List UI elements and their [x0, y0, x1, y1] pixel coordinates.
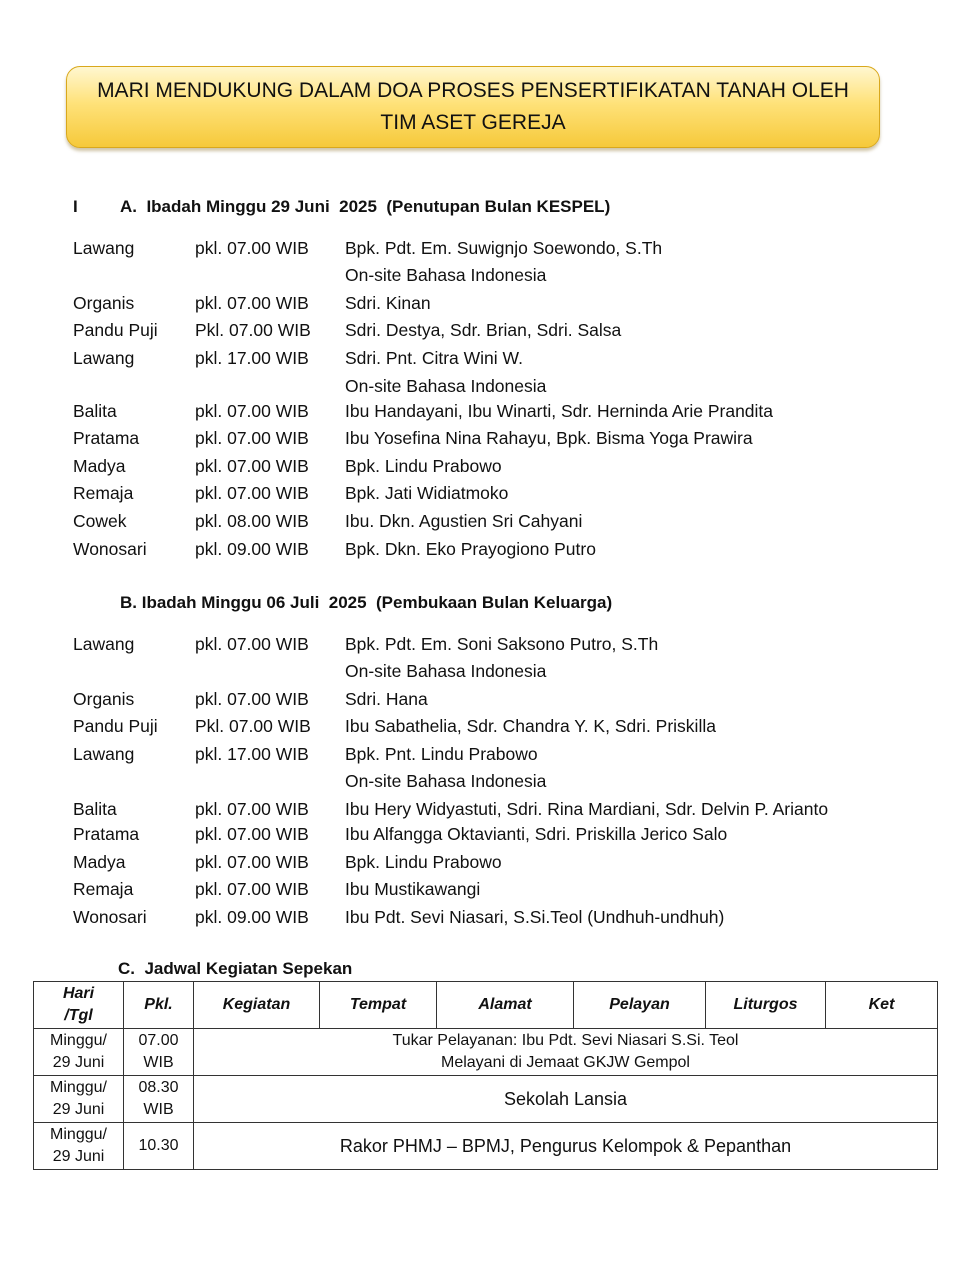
row-time: pkl. 07.00 WIB [195, 879, 309, 899]
row-place: Wonosari [73, 539, 147, 559]
row-person: Bpk. Jati Widiatmoko [345, 483, 509, 503]
banner-title-line-1: MARI MENDUKUNG DALAM DOA PROSES PENSERTIFIKATAN TANAH OLEH [97, 79, 849, 102]
row-person: On-site Bahasa Indonesia [345, 376, 547, 396]
row-place: Wonosari [73, 907, 147, 927]
row-place: Lawang [73, 348, 135, 368]
table-row [34, 1076, 938, 1123]
section-c-heading: C. Jadwal Kegiatan Sepekan [118, 959, 353, 978]
row-place: Remaja [73, 879, 134, 899]
banner-title-line-2: TIM ASET GEREJA [380, 111, 566, 134]
header-kegiatan: Kegiatan [194, 982, 320, 1029]
row-place: Balita [73, 401, 117, 421]
row-place: Madya [73, 456, 126, 476]
row-person: Ibu Yosefina Nina Rahayu, Bpk. Bisma Yoga Prawira [345, 428, 753, 448]
row-person: Bpk. Lindu Prabowo [345, 456, 502, 476]
weekly-schedule-table [33, 981, 938, 1170]
row-place: Pratama [73, 428, 140, 448]
header-ket: Ket [826, 982, 938, 1029]
row-place: Pandu Puji [73, 716, 158, 736]
header-liturgos: Liturgos [706, 982, 826, 1029]
header-alamat: Alamat [437, 982, 574, 1029]
cell-day: Minggu/ [50, 1126, 107, 1143]
row-time: pkl. 17.00 WIB [195, 744, 309, 764]
row-time: pkl. 09.00 WIB [195, 907, 309, 927]
row-time: pkl. 07.00 WIB [195, 852, 309, 872]
row-place: Cowek [73, 511, 127, 531]
cell-time-unit: WIB [143, 1101, 174, 1118]
cell-time: 10.30 [124, 1123, 194, 1170]
row-person: Sdri. Destya, Sdr. Brian, Sdri. Salsa [345, 320, 622, 340]
cell-activity-line-2: Melayani di Jemaat GKJW Gempol [441, 1054, 690, 1071]
row-person: Ibu Pdt. Sevi Niasari, S.Si.Teol (Undhuh-undhuh) [345, 907, 725, 927]
table-header-row [34, 982, 938, 1029]
row-place: Remaja [73, 483, 134, 503]
row-place: Madya [73, 852, 126, 872]
cell-activity-line-1: Tukar Pelayanan: Ibu Pdt. Sevi Niasari S.Si. Teol [392, 1032, 739, 1049]
row-time: pkl. 07.00 WIB [195, 483, 309, 503]
row-person: Ibu Hery Widyastuti, Sdri. Rina Mardiani, Sdr. Delvin P. Arianto [345, 799, 829, 819]
section-number: I [73, 197, 78, 216]
row-person: Ibu Alfangga Oktavianti, Sdri. Priskilla Jerico Salo [345, 824, 728, 844]
cell-day-date [34, 1029, 124, 1076]
row-person: Sdri. Pnt. Citra Wini W. [345, 348, 523, 368]
row-person: Ibu. Dkn. Agustien Sri Cahyani [345, 511, 583, 531]
cell-time-unit: WIB [143, 1054, 174, 1071]
row-person: Bpk. Pdt. Em. Suwignjo Soewondo, S.Th [345, 238, 663, 258]
header-pkl: Pkl. [124, 982, 194, 1029]
cell-day: Minggu/ [50, 1079, 107, 1096]
row-place: Lawang [73, 238, 135, 258]
row-person: Bpk. Lindu Prabowo [345, 852, 502, 872]
header-tgl: /Tgl [64, 1007, 93, 1024]
section-a-heading: A. Ibadah Minggu 29 Juni 2025 (Penutupan Bulan KESPEL) [120, 197, 611, 216]
row-person: On-site Bahasa Indonesia [345, 771, 547, 791]
row-time: pkl. 07.00 WIB [195, 293, 309, 313]
section-b-heading: B. Ibadah Minggu 06 Juli 2025 (Pembukaan Bulan Keluarga) [120, 593, 613, 612]
row-time: pkl. 07.00 WIB [195, 634, 309, 654]
row-person: Bpk. Dkn. Eko Prayogiono Putro [345, 539, 596, 559]
row-time: pkl. 07.00 WIB [195, 824, 309, 844]
row-place: Pandu Puji [73, 320, 158, 340]
row-place: Lawang [73, 744, 135, 764]
cell-time-value: 07.00 [138, 1032, 179, 1049]
row-place: Pratama [73, 824, 140, 844]
row-place: Balita [73, 799, 117, 819]
row-time: pkl. 07.00 WIB [195, 428, 309, 448]
header-tempat: Tempat [320, 982, 437, 1029]
cell-time-value: 08.30 [138, 1079, 179, 1096]
cell-day: Minggu/ [50, 1032, 107, 1049]
row-person: On-site Bahasa Indonesia [345, 661, 547, 681]
row-time: pkl. 09.00 WIB [195, 539, 309, 559]
cell-time [124, 1076, 194, 1123]
cell-date: 29 Juni [52, 1054, 105, 1071]
row-person: On-site Bahasa Indonesia [345, 265, 547, 285]
row-time: Pkl. 07.00 WIB [195, 320, 311, 340]
cell-activity [194, 1029, 938, 1076]
cell-activity: Rakor PHMJ – BPMJ, Pengurus Kelompok & Pepanthan [194, 1123, 938, 1170]
cell-activity: Sekolah Lansia [194, 1076, 938, 1123]
row-person: Sdri. Hana [345, 689, 428, 709]
row-person: Ibu Sabathelia, Sdr. Chandra Y. K, Sdri. Priskilla [345, 716, 716, 736]
row-time: pkl. 07.00 WIB [195, 799, 309, 819]
row-time: pkl. 08.00 WIB [195, 511, 309, 531]
row-person: Sdri. Kinan [345, 293, 431, 313]
row-time: pkl. 07.00 WIB [195, 401, 309, 421]
row-person: Ibu Handayani, Ibu Winarti, Sdr. Herninda Arie Prandita [345, 401, 774, 421]
row-time: pkl. 17.00 WIB [195, 348, 309, 368]
row-time: pkl. 07.00 WIB [195, 238, 309, 258]
cell-time [124, 1029, 194, 1076]
row-place: Organis [73, 293, 135, 313]
row-person: Bpk. Pdt. Em. Soni Saksono Putro, S.Th [345, 634, 659, 654]
cell-date: 29 Juni [52, 1101, 105, 1118]
cell-day-date [34, 1123, 124, 1170]
header-hari: Hari [62, 985, 95, 1002]
row-person: Bpk. Pnt. Lindu Prabowo [345, 744, 538, 764]
cell-date: 29 Juni [52, 1148, 105, 1165]
header-hari-tgl [34, 982, 124, 1029]
row-time: pkl. 07.00 WIB [195, 689, 309, 709]
table-row [34, 1029, 938, 1076]
header-pelayan: Pelayan [574, 982, 706, 1029]
title-banner [66, 66, 880, 148]
row-time: Pkl. 07.00 WIB [195, 716, 311, 736]
row-place: Lawang [73, 634, 135, 654]
cell-day-date [34, 1076, 124, 1123]
row-time: pkl. 07.00 WIB [195, 456, 309, 476]
row-person: Ibu Mustikawangi [345, 879, 481, 899]
row-place: Organis [73, 689, 135, 709]
table-row [34, 1123, 938, 1170]
